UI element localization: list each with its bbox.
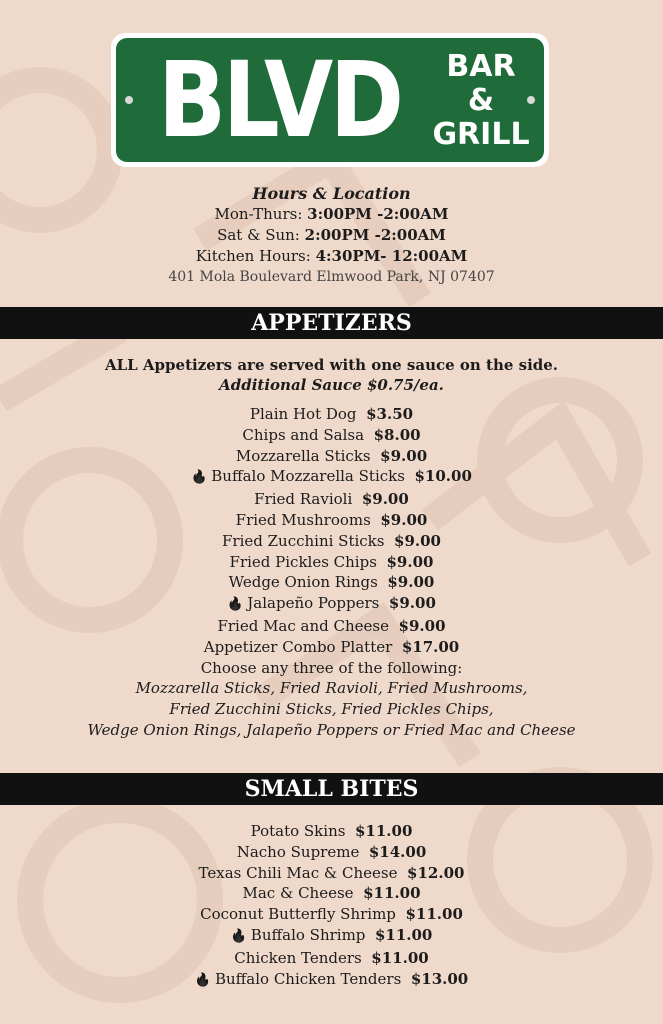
menu-item-name: Chicken Tenders <box>234 948 362 967</box>
menu-item-name: Fried Mushrooms <box>235 510 371 529</box>
hours-line <box>0 225 663 246</box>
menu-item <box>0 510 663 531</box>
menu-item-name: Fried Mac and Cheese <box>217 616 389 635</box>
menu-item <box>0 821 663 842</box>
menu-item <box>0 466 663 489</box>
hours-value: 4:30PM- 12:00AM <box>315 247 468 265</box>
hours-location <box>0 183 663 288</box>
menu-item-price: $11.00 <box>354 822 413 840</box>
hours-label: Sat & Sun: <box>217 226 305 244</box>
menu-item-name: Coconut Butterfly Shrimp <box>200 905 396 924</box>
hours-title: Hours & Location <box>252 184 411 203</box>
menu-item-price: $11.00 <box>374 925 433 944</box>
menu-item-name: Buffalo Mozzarella Sticks <box>211 467 405 486</box>
menu-item-price: $13.00 <box>410 969 469 988</box>
logo-side-text <box>426 50 536 152</box>
menu-item-price: $8.00 <box>373 425 421 444</box>
appetizers-header-bar <box>0 307 663 339</box>
menu-item-name: Buffalo Chicken Tenders <box>214 969 402 988</box>
menu-item <box>0 531 663 552</box>
menu-item <box>0 489 663 510</box>
combo-line: Fried Zucchini Sticks, Fried Pickles Chips, <box>169 700 494 719</box>
appetizers-sauce-note: ALL Appetizers are served with one sauce on the side. <box>104 356 559 374</box>
menu-item <box>0 969 663 992</box>
menu-item-name: Nacho Supreme <box>236 842 360 861</box>
menu-item-price: $9.00 <box>380 446 428 465</box>
flame-icon: 🔥 <box>230 928 247 944</box>
small-bites-heading: SMALL BITES <box>244 776 419 802</box>
menu-item-name: Chips and Salsa <box>242 425 365 444</box>
hours-label: Mon-Thurs: <box>214 205 308 223</box>
menu-item-name: Mozzarella Sticks <box>235 446 371 465</box>
menu-item <box>0 593 663 616</box>
menu-item-name: Buffalo Shrimp <box>250 925 366 944</box>
menu-item <box>0 552 663 573</box>
logo-side-line-1: BAR <box>446 49 516 84</box>
flame-icon: 🔥 <box>194 972 211 988</box>
menu-item <box>0 404 663 425</box>
menu-item-name: Mac & Cheese <box>242 884 354 903</box>
menu-item-price: $11.00 <box>405 905 463 924</box>
menu-item <box>0 863 663 884</box>
hours-value: 3:00PM -2:00AM <box>307 205 449 223</box>
hours-value: 2:00PM -2:00AM <box>304 226 446 244</box>
logo-sign-panel <box>116 38 544 162</box>
appetizers-heading: APPETIZERS <box>251 310 412 336</box>
sign-hole-left <box>125 96 133 104</box>
menu-item <box>0 883 663 904</box>
logo-main-text: BLVD <box>158 39 401 161</box>
menu-item-price: $9.00 <box>380 510 428 529</box>
menu-item <box>0 425 663 446</box>
menu-item-price: $3.50 <box>366 405 414 423</box>
menu-item-price: $9.00 <box>394 531 441 550</box>
menu-item-name: Appetizer Combo Platter <box>203 637 393 656</box>
menu-item-price: $9.00 <box>388 594 436 613</box>
menu-item-name: Potato Skins <box>250 822 346 840</box>
address: 401 Mola Boulevard Elmwood Park, NJ 07407 <box>168 269 495 285</box>
menu-item-price: $17.00 <box>401 637 460 656</box>
menu-item-price: $11.00 <box>371 948 429 967</box>
logo-side-line-3: GRILL <box>432 117 530 152</box>
menu-item-price: $11.00 <box>363 884 421 903</box>
hours-line <box>0 246 663 267</box>
hours-line <box>0 204 663 225</box>
flame-icon: 🔥 <box>227 597 244 613</box>
menu-item-price: $9.00 <box>387 573 435 592</box>
menu-item <box>0 637 663 658</box>
menu-item <box>0 925 663 948</box>
flame-icon: 🔥 <box>191 470 208 486</box>
menu-item <box>0 572 663 593</box>
menu-item-price: $10.00 <box>414 467 472 486</box>
menu-item <box>0 948 663 969</box>
small-bites-header-bar <box>0 773 663 805</box>
menu-item-price: $9.00 <box>386 552 434 571</box>
appetizers-extra-sauce-note: Additional Sauce $0.75/ea. <box>219 376 444 394</box>
hours-label: Kitchen Hours: <box>195 247 316 265</box>
menu-item-name: Jalapeño Poppers <box>247 594 380 613</box>
menu-item-price: $9.00 <box>361 490 409 509</box>
combo-title: Choose any three of the following: <box>200 658 463 677</box>
menu-item-name: Texas Chili Mac & Cheese <box>198 863 398 882</box>
appetizers-list <box>0 404 663 741</box>
menu-item <box>0 446 663 467</box>
combo-line: Wedge Onion Rings, Jalapeño Poppers or Fried Mac and Cheese <box>87 720 576 739</box>
menu-item-price: $12.00 <box>407 863 465 882</box>
appetizers-note <box>0 355 663 395</box>
menu-item <box>0 616 663 637</box>
combo-line: Mozzarella Sticks, Fried Ravioli, Fried Mushrooms, <box>135 679 528 698</box>
menu-item-name: Plain Hot Dog <box>249 405 357 423</box>
menu-item-name: Fried Ravioli <box>254 490 353 509</box>
logo-side-line-2: & <box>467 83 495 118</box>
menu-item-name: Wedge Onion Rings <box>228 573 378 592</box>
menu-item-price: $9.00 <box>398 616 446 635</box>
menu-item-name: Fried Zucchini Sticks <box>221 531 385 550</box>
small-bites-list <box>0 821 663 991</box>
menu-item-price: $14.00 <box>368 842 427 861</box>
menu-item <box>0 904 663 925</box>
menu-item-name: Fried Pickles Chips <box>229 552 377 571</box>
logo-sign <box>111 33 549 167</box>
menu-item <box>0 842 663 863</box>
